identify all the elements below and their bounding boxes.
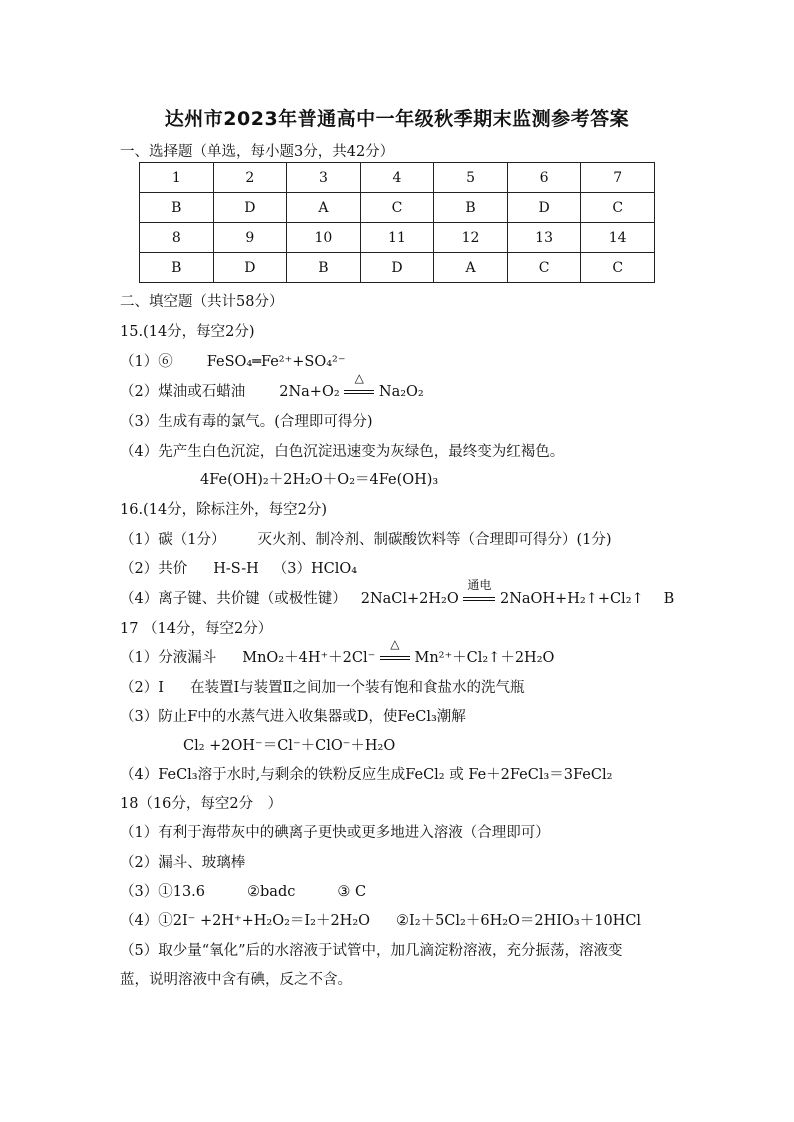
table-cell: 1 bbox=[140, 163, 214, 193]
table-cell: 3 bbox=[287, 163, 361, 193]
table-cell: B bbox=[287, 253, 361, 283]
q16-l2-formula: H-S-H bbox=[213, 561, 259, 577]
q16-l4-reactants: 2NaCl+2H₂O bbox=[360, 591, 459, 607]
q17-line-2 bbox=[120, 676, 525, 697]
table-cell: A bbox=[434, 253, 508, 283]
q17-l2-label: （2）Ⅰ bbox=[120, 680, 164, 696]
q16-l3-answer: （3）HClO₄ bbox=[272, 561, 358, 577]
q16-l4-products: 2NaOH+H₂↑+Cl₂↑ bbox=[499, 591, 644, 607]
table-row bbox=[140, 253, 655, 283]
q18-heading: 18（16分，每空2分 ） bbox=[120, 796, 283, 812]
table-row bbox=[140, 223, 655, 253]
section-2-heading: 二、填空题（共计58分） bbox=[120, 294, 284, 310]
table-cell: 7 bbox=[581, 163, 655, 193]
q18-line-3 bbox=[120, 880, 366, 901]
q18-line-1: （1）有利于海带灰中的碘离子更快或更多地进入溶液（合理即可） bbox=[120, 825, 550, 841]
q15-l2-reactants: 2Na+O₂ bbox=[279, 384, 340, 400]
table-cell: D bbox=[213, 253, 287, 283]
table-cell: B bbox=[434, 193, 508, 223]
q18-l4-b: ②I₂＋5Cl₂＋6H₂O＝2HIO₃＋10HCl bbox=[396, 913, 642, 929]
table-cell: 10 bbox=[287, 223, 361, 253]
heat-symbol: △ bbox=[390, 637, 400, 651]
q17-l2-text: 在装置Ⅰ与装置Ⅱ之间加一个装有饱和食盐水的洗气瓶 bbox=[189, 680, 525, 696]
q16-line-4 bbox=[120, 578, 675, 608]
q15-line-5: 4Fe(OH)₂＋2H₂O＋O₂＝4Fe(OH)₃ bbox=[200, 472, 439, 488]
table-row bbox=[140, 193, 655, 223]
q17-l1-reactants: MnO₂＋4H⁺＋2Cl⁻ bbox=[242, 650, 376, 666]
table-cell: 9 bbox=[213, 223, 287, 253]
q15-l1-label: （1）⑥ bbox=[120, 354, 173, 370]
table-cell: C bbox=[507, 253, 581, 283]
answer-table bbox=[139, 162, 655, 283]
q16-l1-label: （1）碳（1分） bbox=[120, 532, 226, 548]
q18-line-2: （2）漏斗、玻璃棒 bbox=[120, 855, 246, 871]
heat-arrow bbox=[344, 371, 374, 400]
table-cell: D bbox=[213, 193, 287, 223]
table-cell: 13 bbox=[507, 223, 581, 253]
q15-line-3: （3）生成有毒的氯气。(合理即可得分) bbox=[120, 414, 373, 430]
q18-line-5: （5）取少量“氧化”后的水溶液于试管中，加几滴淀粉溶液，充分振荡，溶液变 bbox=[120, 943, 623, 959]
q16-l4-label: （4）离子键、共价键（或极性键） bbox=[120, 591, 347, 607]
table-cell: 12 bbox=[434, 223, 508, 253]
heat-arrow bbox=[380, 637, 410, 666]
q16-heading: 16.(14分，除标注外，每空2分) bbox=[120, 502, 328, 518]
q15-l2-label: （2）煤油或石蜡油 bbox=[120, 384, 246, 400]
q18-l3-b: ②badc bbox=[247, 884, 296, 900]
q17-l1-label: （1）分液漏斗 bbox=[120, 650, 217, 666]
page-title: 达州市2023年普通高中一年级秋季期末监测参考答案 bbox=[164, 108, 630, 130]
q15-l2-product: Na₂O₂ bbox=[378, 384, 424, 400]
table-cell: 4 bbox=[360, 163, 434, 193]
q17-line-3: （3）防止F中的水蒸气进入收集器或D，使FeCl₃潮解 bbox=[120, 709, 466, 725]
heat-symbol: △ bbox=[354, 371, 364, 385]
q16-l2-label: （2）共价 bbox=[120, 561, 188, 577]
q15-l1-equation: FeSO₄═Fe²⁺+SO₄²⁻ bbox=[206, 354, 346, 370]
q18-line-6: 蓝，说明溶液中含有碘，反之不含。 bbox=[120, 972, 352, 988]
table-cell: 6 bbox=[507, 163, 581, 193]
q17-line-4: （4）FeCl₃溶于水时,与剩余的铁粉反应生成FeCl₂ 或 Fe＋2FeCl₃＝3FeCl₂ bbox=[120, 767, 613, 783]
q17-line-3b: Cl₂ +2OH⁻＝Cl⁻＋ClO⁻＋H₂O bbox=[183, 738, 396, 754]
table-row bbox=[140, 163, 655, 193]
electrolysis-arrow bbox=[463, 578, 495, 607]
q15-heading: 15.(14分，每空2分) bbox=[120, 324, 255, 340]
q15-line-2 bbox=[120, 371, 424, 401]
table-cell: 11 bbox=[360, 223, 434, 253]
q18-line-4 bbox=[120, 909, 641, 930]
q17-l1-products: Mn²⁺＋Cl₂↑＋2H₂O bbox=[414, 650, 555, 666]
q16-line-2 bbox=[120, 557, 357, 578]
table-cell: 8 bbox=[140, 223, 214, 253]
table-cell: B bbox=[140, 253, 214, 283]
table-cell: D bbox=[360, 253, 434, 283]
q15-line-1 bbox=[120, 350, 346, 371]
q18-l3-c: ③ C bbox=[337, 884, 367, 900]
table-cell: C bbox=[581, 253, 655, 283]
q18-l3-a: （3）①13.6 bbox=[120, 884, 206, 900]
table-cell: B bbox=[140, 193, 214, 223]
electrolysis-symbol: 通电 bbox=[467, 578, 492, 592]
table-cell: C bbox=[360, 193, 434, 223]
table-cell: 2 bbox=[213, 163, 287, 193]
table-cell: 5 bbox=[434, 163, 508, 193]
table-cell: C bbox=[581, 193, 655, 223]
q15-line-4: （4）先产生白色沉淀，白色沉淀迅速变为灰绿色，最终变为红褐色。 bbox=[120, 444, 565, 460]
section-1-heading: 一、选择题（单选，每小题3分，共42分） bbox=[120, 144, 395, 160]
table-cell: 14 bbox=[581, 223, 655, 253]
q18-l4-a: （4）①2I⁻ +2H⁺+H₂O₂＝I₂＋2H₂O bbox=[120, 913, 371, 929]
table-cell: D bbox=[507, 193, 581, 223]
q16-l1-text: 灭火剂、制冷剂、制碳酸饮料等（合理即可得分）(1分) bbox=[257, 532, 612, 548]
table-cell: A bbox=[287, 193, 361, 223]
q16-line-1 bbox=[120, 528, 612, 549]
q17-line-1 bbox=[120, 637, 555, 667]
q16-l4-choice: B bbox=[663, 591, 675, 607]
q17-heading: 17 （14分，每空2分） bbox=[120, 621, 273, 637]
